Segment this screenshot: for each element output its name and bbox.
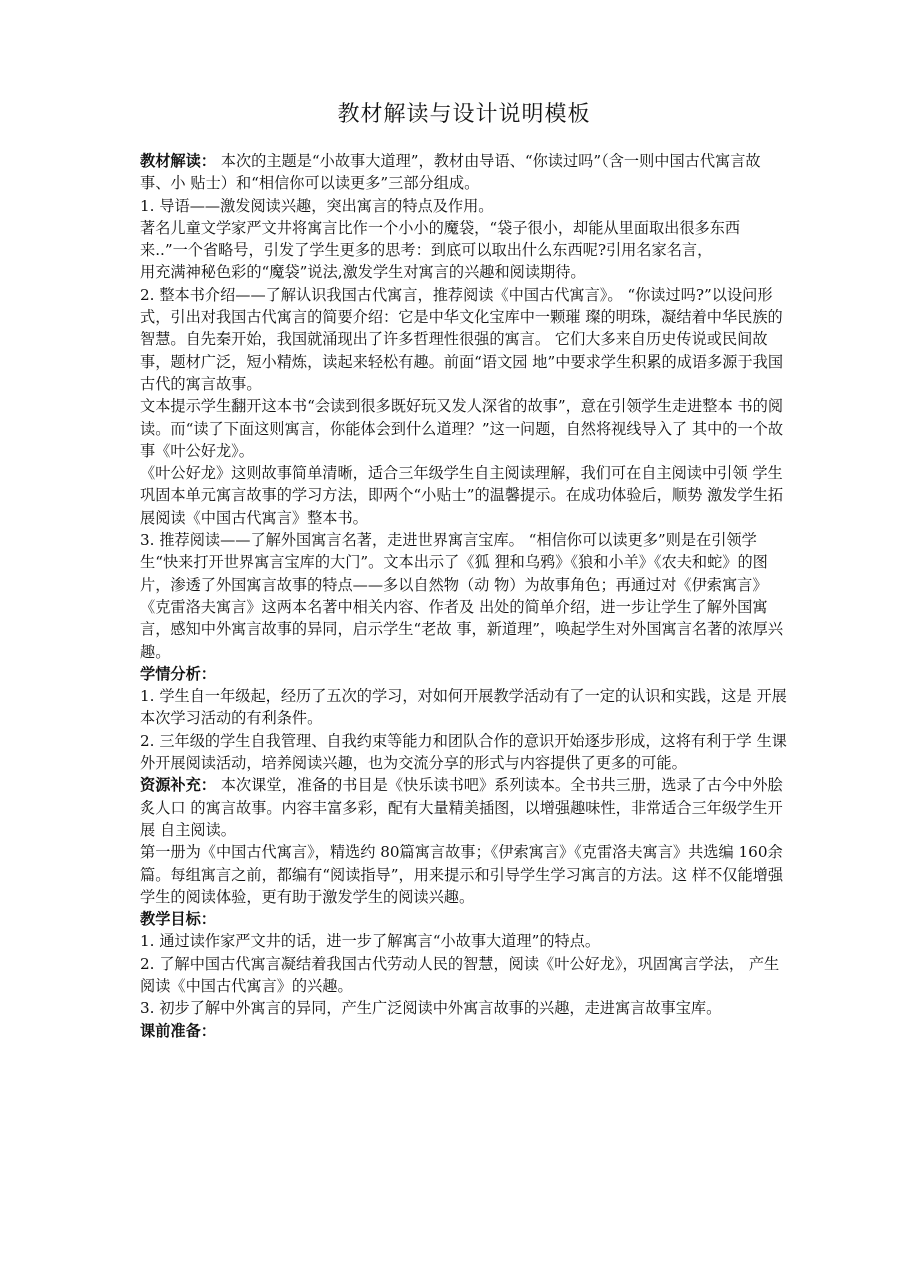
xueqing-heading: 学情分析： bbox=[140, 664, 216, 683]
jiaocai-paragraph: 2. 整本书介绍——了解认识我国古代寓言，推荐阅读《中国古代寓言》。 “你读过吗?”以设问形式，引出对我国古代寓言的简要介绍：它是中华文化宝库中一颗璀 璨的明珠，凝结着中华民族的智慧。自先秦开始，我国就涌现出了许多哲理性很强的寓言。 它们大多来自历史传说或民间故事，题材广泛，短小精炼，读起来轻松有趣。前面“语文园 地”中要求学生积累的成语多源于我国古代的寓言故事。 bbox=[140, 285, 784, 393]
mubiao-item: 3. 初步了解中外寓言的异同，产生广泛阅读中外寓言故事的兴趣，走进寓言故事宝库。 bbox=[140, 999, 722, 1018]
jiaocai-paragraph: 1. 导语——激发阅读兴趣，突出寓言的特点及作用。 bbox=[140, 196, 494, 215]
kqzb-heading: 课前准备： bbox=[140, 1021, 216, 1040]
jiaocai-intro-text: 本次的主题是“小故事大道理”，教材由导语、“你读过吗”（含一则中国古代寓言故事、小 贴士）和“相信你可以读更多”三部分组成。 bbox=[140, 152, 761, 193]
page-title: 教材解读与设计说明模板 bbox=[337, 102, 591, 127]
mubiao-item: 2. 了解中国古代寓言凝结着我国古代劳动人民的智慧，阅读《叶公好龙》，巩固寓言学法， 产生阅读《中国古代寓言》的兴趣。 bbox=[140, 954, 780, 995]
jiaocai-intro bbox=[140, 150, 788, 195]
document-page bbox=[140, 100, 788, 1042]
mubiao-item: 1. 通过读作家严文井的话，进一步了解寓言“小故事大道理”的特点。 bbox=[140, 932, 601, 951]
ziyuan-paragraph: 第一册为《中国古代寓言》，精选约 80篇寓言故事；《伊索寓言》《克雷洛夫寓言》共选编 160余篇。每组寓言之前，都编有“阅读指导”，用来提示和引导学生学习寓言的方法。这 样不仅能增强学生的阅读体验，更有助于激发学生的阅读兴趣。 bbox=[140, 843, 784, 906]
ziyuan-intro bbox=[140, 774, 788, 841]
jiaocai-paragraph: 文本提示学生翻开这本书“会读到很多既好玩又发人深省的故事”，意在引领学生走进整本 书的阅读。而“读了下面这则寓言，你能体会到什么道理？”这一问题，自然将视线导入了 其中的一个故事《叶公好龙》。 bbox=[140, 397, 784, 460]
xueqing-paragraph: 1. 学生自一年级起，经历了五次的学习，对如何开展教学活动有了一定的认识和实践，这是 开展本次学习活动的有利条件。 bbox=[140, 687, 787, 728]
xueqing-paragraph: 2. 三年级的学生自我管理、自我约束等能力和团队合作的意识开始逐步形成，这将有利于学 生课外开展阅读活动，培养阅读兴趣，也为交流分享的形式与内容提供了更多的可能。 bbox=[140, 731, 787, 773]
jiaocai-paragraph: 《叶公好龙》这则故事简单清晰，适合三年级学生自主阅读理解，我们可在自主阅读中引领 学生巩固本单元寓言故事的学习方法，即两个“小贴士”的温馨提示。在成功体验后，顺势 激发学生拓展阅读《中国古代寓言》整本书。 bbox=[140, 464, 784, 527]
jiaocai-paragraph: 著名儿童文学家严文井将寓言比作一个小小的魔袋，“袋子很小，却能从里面取出很多东西 来..”一个省略号，引发了学生更多的思考：到底可以取出什么东西呢?引用名家名言， bbox=[140, 218, 741, 260]
ziyuan-label: 资源补充： bbox=[140, 776, 216, 795]
ziyuan-intro-text: 本次课堂，准备的书目是《快乐读书吧》系列读本。全书共三册，选录了古今中外脍炙人口 的寓言故事。内容丰富多彩，配有大量精美插图，以增强趣味性，非常适合三年级学生开展 自主阅读。 bbox=[140, 776, 783, 839]
jiaocai-paragraph: 3. 推荐阅读——了解外国寓言名著，走进世界寓言宝库。 “相信你可以读更多”则是在引领学生“快来打开世界寓言宝库的大门”。文本出示了《狐 狸和乌鸦》《狼和小羊》《农夫和蛇》的图片，渗透了外国寓言故事的特点——多以自然物（动 物）为故事角色；再通过对《伊索寓言》《克雷洛夫寓言》这两本名著中相关内容、作者及 出处的简单介绍，进一步让学生了解外国寓言，感知中外寓言故事的异同，启示学生“老故 事，新道理”，唤起学生对外国寓言名著的浓厚兴趣。 bbox=[140, 531, 784, 661]
jiaocai-paragraph: 用充满神秘色彩的“魔袋”说法,激发学生对寓言的兴趣和阅读期待。 bbox=[140, 263, 586, 282]
mubiao-heading: 教学目标： bbox=[140, 910, 216, 929]
jiaocai-label: 教材解读： bbox=[140, 152, 216, 170]
